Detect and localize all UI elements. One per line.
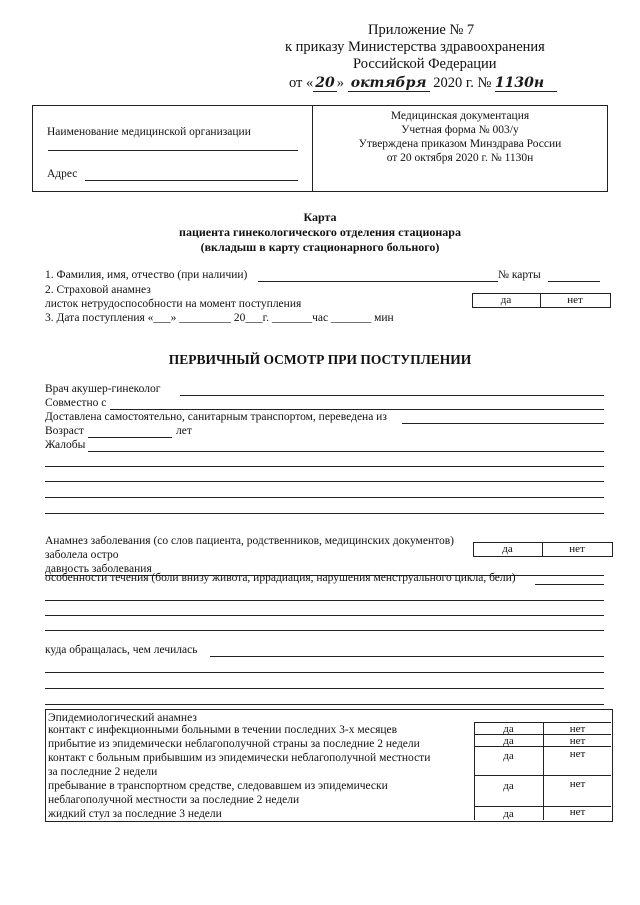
org-box-divider — [312, 105, 313, 191]
jointly-label: Совместно с — [45, 397, 107, 409]
epid-3-yes[interactable]: да — [503, 750, 514, 762]
epid-2-no[interactable]: нет — [569, 735, 586, 747]
year-text: 2020 г. № — [433, 75, 492, 91]
epid-item-transport: пребывание в транспортном средстве, следовавшем из эпидемически — [48, 780, 388, 792]
title-line-2: пациента гинекологического отделения стационара — [179, 225, 461, 239]
age-line[interactable] — [88, 437, 172, 438]
course-line-1[interactable] — [535, 584, 604, 585]
epid-5-no[interactable]: нет — [569, 806, 586, 818]
epid-item-loose-stool: жидкий стул за последние 3 недели — [48, 808, 222, 820]
approved-label: Утверждена приказом Минздрава России — [358, 138, 562, 150]
insurance-label: 2. Страховой анамнез — [45, 284, 151, 296]
age-unit: лет — [176, 425, 192, 437]
age-label: Возраст — [45, 425, 84, 437]
epid-4-yes[interactable]: да — [503, 780, 514, 792]
epid-1-no[interactable]: нет — [569, 723, 586, 735]
appendix-label: Приложение № 7 — [368, 22, 475, 38]
epid-item-infectious-contact: контакт с инфекционными больными в течении последних 3-х месяцев — [48, 724, 398, 736]
org-name-label: Наименование медицинской организации — [47, 126, 251, 138]
date-prefix: от « — [289, 75, 314, 91]
jointly-line[interactable] — [110, 409, 604, 410]
fio-label: 1. Фамилия, имя, отчество (при наличии) — [45, 269, 248, 281]
date-mid: » — [336, 75, 345, 91]
epid-item-contact-arrived-cont: за последние 2 недели — [48, 766, 158, 778]
epid-grid-3 — [474, 775, 611, 776]
month-handwritten: октября — [348, 75, 430, 92]
admission-date-label: 3. Дата поступления «___» _________ 20___г. _______час _______ мин — [45, 312, 394, 324]
card-number-label: № карты — [498, 269, 541, 281]
doctor-label: Врач акушер-гинеколог — [45, 383, 161, 395]
treated-line-1[interactable] — [210, 656, 604, 657]
complaints-line-1[interactable] — [88, 451, 604, 452]
delivered-label: Доставлена самостоятельно, санитарным транспортом, переведена из — [45, 411, 387, 423]
delivered-line[interactable] — [402, 423, 604, 424]
approved-date: от 20 октября 2020 г. № 1130н — [386, 152, 534, 164]
acute-no[interactable]: нет — [569, 543, 585, 555]
complaints-line-3[interactable] — [45, 481, 604, 482]
duration-label: давность заболевания — [45, 563, 152, 575]
card-number-line[interactable] — [548, 281, 600, 282]
course-line-4[interactable] — [45, 630, 604, 631]
order-date — [289, 75, 557, 92]
course-line-3[interactable] — [45, 615, 604, 616]
order-number-handwritten: 1130н — [495, 75, 557, 92]
epid-3-no[interactable]: нет — [569, 748, 586, 760]
fio-line[interactable] — [258, 281, 498, 282]
form-number: Учетная форма № 003/у — [401, 124, 519, 136]
course-line-2[interactable] — [45, 600, 604, 601]
order-line-1: к приказу Министерства здравоохранения — [285, 39, 545, 55]
address-line — [85, 180, 298, 181]
doctor-line[interactable] — [180, 395, 604, 396]
epid-heading: Эпидемиологический анамнез — [48, 712, 197, 724]
treated-label: куда обращалась, чем лечилась — [45, 644, 198, 656]
treated-line-3[interactable] — [45, 688, 604, 689]
exam-heading: ПЕРВИЧНЫЙ ОСМОТР ПРИ ПОСТУПЛЕНИИ — [168, 352, 472, 367]
treated-line-2[interactable] — [45, 672, 604, 673]
acute-onset-label: заболела остро — [45, 549, 119, 561]
title-line-1: Карта — [303, 210, 337, 224]
epid-1-yes[interactable]: да — [503, 723, 514, 735]
org-name-line — [48, 150, 298, 151]
treated-line-4[interactable] — [45, 704, 604, 705]
complaints-line-2[interactable] — [45, 466, 604, 467]
epid-item-contact-arrived: контакт с больным прибывшим из эпидемически неблагополучной местности — [48, 752, 431, 764]
day-handwritten: 20 — [315, 75, 335, 91]
complaints-label: Жалобы — [45, 439, 86, 451]
sick-leave-no[interactable]: нет — [567, 294, 583, 306]
sick-leave-yes[interactable]: да — [500, 294, 512, 306]
disease-anamnesis-label: Анамнез заболевания (со слов пациента, родственников, медицинских документов) — [45, 535, 454, 547]
address-label: Адрес — [47, 168, 78, 180]
epid-5-yes[interactable]: да — [503, 808, 514, 820]
acute-yes[interactable]: да — [502, 543, 513, 555]
order-line-2: Российской Федерации — [353, 56, 497, 72]
epid-2-yes[interactable]: да — [503, 735, 514, 747]
epid-item-transport-cont: неблагополучной местности за последние 2 недели — [48, 794, 300, 806]
complaints-line-5[interactable] — [45, 513, 604, 514]
title-line-3: (вкладыш в карту стационарного больного) — [200, 240, 440, 254]
doc-type: Медицинская документация — [390, 110, 530, 122]
epid-item-arrival-country: прибытие из эпидемически неблагополучной страны за последние 2 недели — [48, 738, 420, 750]
course-label: особенности течения (боли внизу живота, иррадиация, нарушения менструального цикла, бели) — [45, 572, 516, 584]
epid-4-no[interactable]: нет — [569, 778, 586, 790]
sick-leave-label: листок нетрудоспособности на момент поступления — [45, 298, 302, 310]
complaints-line-4[interactable] — [45, 497, 604, 498]
